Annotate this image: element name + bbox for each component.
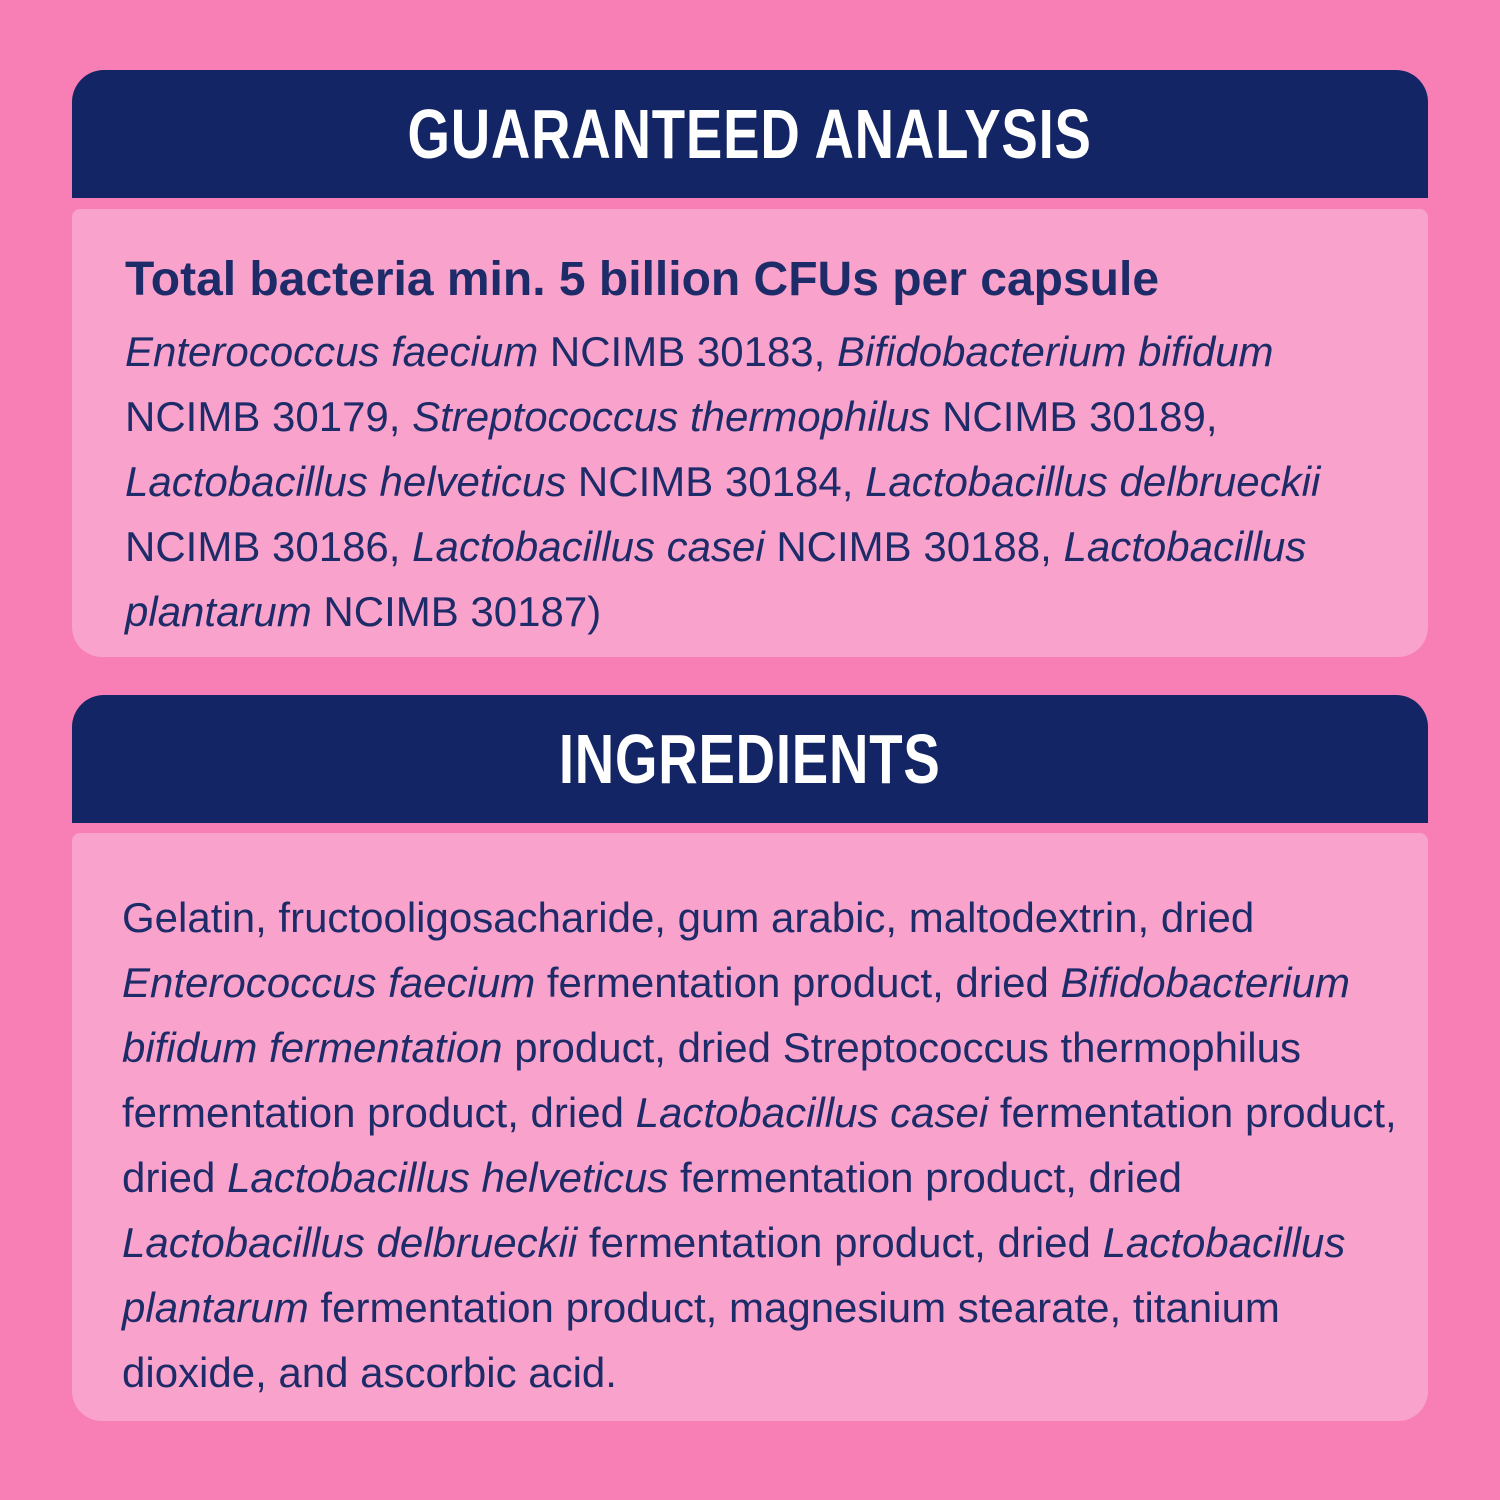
ingredients-header-label: INGREDIENTS — [559, 720, 941, 798]
guaranteed-analysis-header-bar — [72, 70, 1428, 198]
ingredients-body-text: Gelatin, fructooligosacharide, gum arabic, maltodextrin, dried Enterococcus faecium fermentation product, dried Bifidobacterium bifidum fermentation product, dried Streptococcus thermophilus fermentation product, dried Lactobacillus casei fermentation product, dried Lactobacillus helveticus fermentation product, dried Lactobacillus delbrueckii fermentation product, dried Lactobacillus plantarum fermentation product, magnesium stearate, titanium dioxide, and ascorbic acid. — [122, 894, 1397, 1396]
ingredients-header-bar — [72, 695, 1428, 823]
guaranteed-analysis-body-text: Enterococcus faecium NCIMB 30183, Bifidobacterium bifidum NCIMB 30179, Streptococcus thermophilus NCIMB 30189, Lactobacillus helveticus NCIMB 30184, Lactobacillus delbrueckii NCIMB 30186, Lactobacillus casei NCIMB 30188, Lactobacillus plantarum NCIMB 30187) — [125, 328, 1321, 635]
guaranteed-analysis-header-label: GUARANTEED ANALYSIS — [407, 95, 1093, 173]
guaranteed-analysis-content-box — [72, 209, 1428, 657]
ingredients-content-box — [72, 833, 1428, 1421]
guaranteed-analysis-title: Total bacteria min. 5 billion CFUs per capsule — [125, 253, 1160, 306]
